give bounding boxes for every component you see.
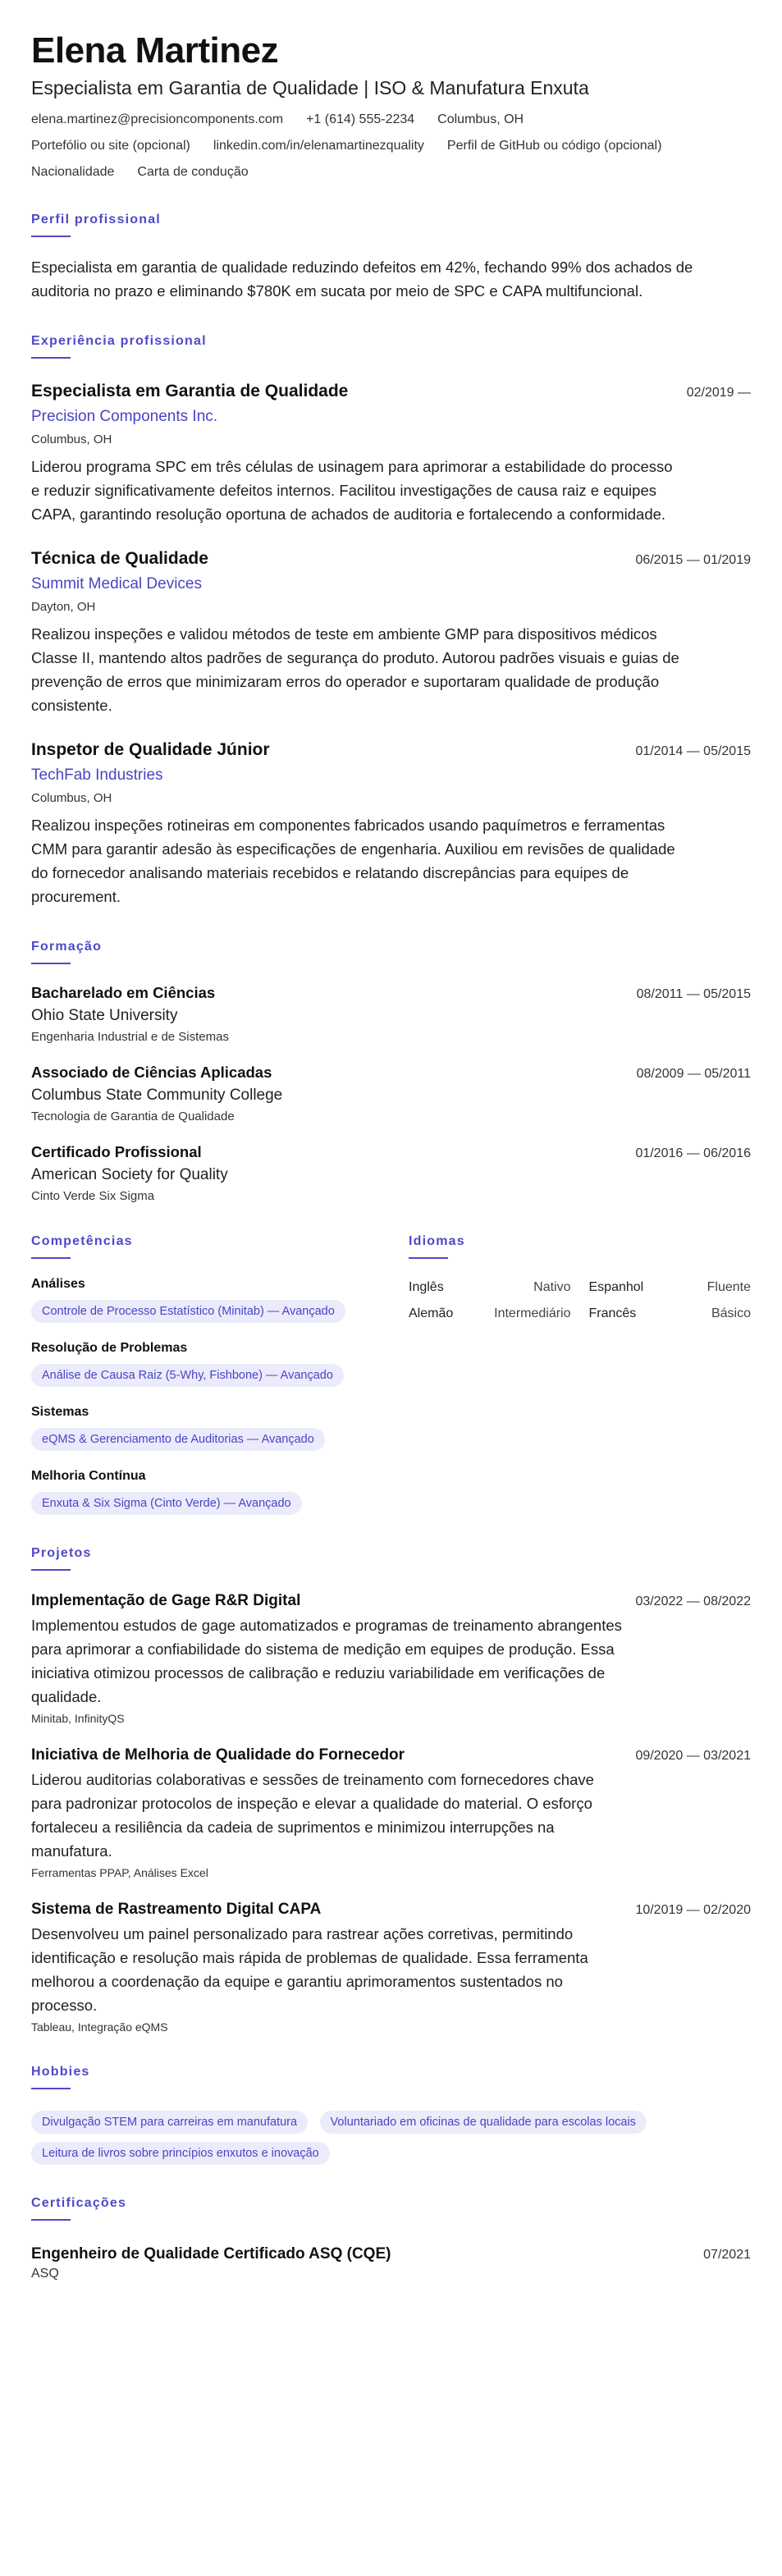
- job-title: Técnica de Qualidade: [31, 549, 208, 568]
- section-divider: [31, 357, 71, 359]
- language-item: [589, 1306, 752, 1321]
- job-location: Columbus, OH: [31, 432, 112, 446]
- language-name: Alemão: [409, 1306, 454, 1320]
- section-divider: [31, 236, 71, 237]
- project-description: Implementou estudos de gage automatizados e programas de treinamento abrangentes para aprimorar a confiabilidade do sistema de medição em equipes de produção. Essa iniciativa otimizou processos de calibração e reduziu variabilidade em verificações de qualidade.: [31, 1617, 622, 1705]
- section-title: Idiomas: [409, 1234, 465, 1248]
- candidate-name: Elena Martinez: [31, 30, 279, 71]
- project-dates: 09/2020 — 03/2021: [635, 1749, 751, 1763]
- section-title: Competências: [31, 1234, 133, 1248]
- language-level: Básico: [711, 1306, 751, 1320]
- skill-chip: Enxuta & Six Sigma (Cinto Verde) — Avançado: [31, 1492, 302, 1515]
- contact-email[interactable]: elena.martinez@precisioncomponents.com: [31, 112, 284, 126]
- job-dates: 06/2015 — 01/2019: [635, 553, 751, 567]
- section-divider: [31, 2219, 71, 2221]
- skill-group: [31, 1341, 409, 1387]
- contact-row-personal: [31, 163, 751, 181]
- education-section: [31, 940, 751, 1203]
- contact-linkedin[interactable]: linkedin.com/in/elenamartinezquality: [213, 139, 424, 153]
- section-divider: [31, 1257, 71, 1259]
- certification-issuer: ASQ: [31, 2267, 59, 2281]
- hobby-chip: Divulgação STEM para carreiras em manufatura: [31, 2111, 308, 2134]
- candidate-headline: Especialista em Garantia de Qualidade | ISO & Manufatura Enxuta: [31, 77, 589, 98]
- education-dates: 01/2016 — 06/2016: [635, 1146, 751, 1160]
- project-title: Sistema de Rastreamento Digital CAPA: [31, 1901, 322, 1918]
- job-dates: 01/2014 — 05/2015: [635, 744, 751, 758]
- skill-category: Resolução de Problemas: [31, 1341, 188, 1355]
- skill-chip: Análise de Causa Raiz (5-Why, Fishbone) — Avançado: [31, 1364, 344, 1387]
- job-entry: [31, 549, 751, 717]
- certification-entry: [31, 2245, 751, 2281]
- project-tools: Minitab, InfinityQS: [31, 1712, 125, 1725]
- section-title: Experiência profissional: [31, 334, 207, 348]
- education-dates: 08/2011 — 05/2015: [636, 987, 751, 1001]
- language-item: [409, 1306, 571, 1321]
- job-dates: 02/2019 —: [686, 386, 751, 400]
- contact-github[interactable]: Perfil de GitHub ou código (opcional): [446, 139, 662, 153]
- language-name: Inglês: [409, 1280, 444, 1294]
- job-company: Precision Components Inc.: [31, 408, 218, 425]
- skills-languages-row: [31, 1234, 751, 1515]
- job-company: TechFab Industries: [31, 766, 163, 784]
- contact-nationality: Nacionalidade: [31, 165, 115, 179]
- hobby-chip: Voluntariado em oficinas de qualidade para escolas locais: [320, 2111, 647, 2134]
- project-title: Implementação de Gage R&R Digital: [31, 1592, 301, 1609]
- skill-group: [31, 1469, 409, 1515]
- language-level: Fluente: [707, 1280, 751, 1294]
- hobbies-section: [31, 2065, 751, 2165]
- contact-license: Carta de condução: [137, 165, 249, 179]
- contact-location: Columbus, OH: [437, 112, 524, 126]
- profile-section: [31, 213, 751, 303]
- contact-portfolio[interactable]: Portefólio ou site (opcional): [31, 139, 190, 153]
- project-title: Iniciativa de Melhoria de Qualidade do Fornecedor: [31, 1746, 405, 1764]
- education-entry: [31, 984, 751, 1044]
- language-item: [409, 1280, 571, 1295]
- education-school: Ohio State University: [31, 1007, 178, 1024]
- experience-section: [31, 334, 751, 908]
- section-title: Certificações: [31, 2196, 127, 2210]
- project-description: Liderou auditorias colaborativas e sessões de treinamento com fornecedores chave para padronizar protocolos de inspeção e elevar a qualidade do material. O esforço fortaleceu a resiliência da cadeia de suprimentos e minimizou interrupções na manufatura.: [31, 1771, 594, 1860]
- education-school: American Society for Quality: [31, 1166, 228, 1183]
- language-item: [589, 1280, 752, 1295]
- certification-date: 07/2021: [703, 2248, 751, 2262]
- job-description: Realizou inspeções rotineiras em componentes fabricados usando paquímetros e ferramentas CMM para garantir adesão às especificações de engenharia. Auxiliou em revisões de qualidade do fornecedor analisando materiais recebidos e relatando discrepâncias para equipes de procurement.: [31, 817, 675, 905]
- certification-title: Engenheiro de Qualidade Certificado ASQ (CQE): [31, 2245, 391, 2263]
- language-name: Francês: [588, 1306, 637, 1320]
- job-company: Summit Medical Devices: [31, 575, 202, 593]
- education-field: Tecnologia de Garantia de Qualidade: [31, 1110, 235, 1123]
- education-field: Cinto Verde Six Sigma: [31, 1189, 155, 1203]
- contact-row-primary: [31, 111, 751, 129]
- section-divider: [31, 963, 71, 964]
- section-title: Formação: [31, 940, 103, 954]
- section-divider: [31, 2088, 71, 2089]
- job-location: Dayton, OH: [31, 600, 96, 614]
- section-divider: [409, 1257, 448, 1259]
- section-divider: [31, 1569, 71, 1571]
- contact-phone[interactable]: +1 (614) 555-2234: [306, 112, 415, 126]
- education-school: Columbus State Community College: [31, 1087, 283, 1104]
- languages-grid: [409, 1280, 751, 1321]
- section-title: Perfil profissional: [31, 213, 161, 226]
- project-description: Desenvolveu um painel personalizado para rastrear ações corretivas, permitindo identificação e resolução mais rápida de problemas de qualidade. Essa ferramenta melhorou a coordenação da equipe e garantiu aprimoramentos sustentados no processo.: [31, 1925, 588, 2014]
- job-description: Realizou inspeções e validou métodos de teste em ambiente GMP para dispositivos médicos Classe II, mantendo altos padrões de segurança do produto. Autorou padrões visuais e guias de prevenção de erros que minimizaram erros do operador e suportaram qualidade de produção consistente.: [31, 625, 679, 714]
- job-entry: [31, 382, 751, 526]
- job-title: Inspetor de Qualidade Júnior: [31, 740, 270, 759]
- resume-page: [0, 30, 782, 2281]
- job-title: Especialista em Garantia de Qualidade: [31, 382, 349, 400]
- project-entry: [31, 1592, 751, 1725]
- skill-category: Sistemas: [31, 1405, 89, 1419]
- skills-section: [31, 1234, 409, 1515]
- language-level: Nativo: [533, 1280, 571, 1294]
- project-entry: [31, 1901, 751, 2034]
- profile-summary: Especialista em garantia de qualidade reduzindo defeitos em 42%, fechando 99% dos achados de auditoria no prazo e eliminando $780K em sucata por meio de SPC e CAPA multifuncional.: [31, 259, 693, 300]
- section-title: Projetos: [31, 1546, 92, 1560]
- education-degree: Certificado Profissional: [31, 1143, 202, 1160]
- education-entry: [31, 1143, 751, 1203]
- project-dates: 10/2019 — 02/2020: [635, 1903, 751, 1917]
- job-description: Liderou programa SPC em três células de usinagem para aprimorar a estabilidade do processo e reduzir significativamente defeitos internos. Facilitou investigações de causa raiz e equipes CAPA, garantindo resolução oportuna de achados de auditoria e fortalecendo a conformidade.: [31, 458, 673, 523]
- job-location: Columbus, OH: [31, 791, 112, 805]
- languages-section: [409, 1234, 751, 1515]
- project-entry: [31, 1746, 751, 1879]
- skill-category: Análises: [31, 1277, 85, 1291]
- skill-category: Melhoria Contínua: [31, 1469, 146, 1483]
- language-name: Espanhol: [588, 1280, 644, 1294]
- language-level: Intermediário: [494, 1306, 571, 1320]
- education-dates: 08/2009 — 05/2011: [636, 1067, 751, 1081]
- contact-row-links: [31, 137, 751, 155]
- education-degree: Bacharelado em Ciências: [31, 984, 216, 1001]
- project-dates: 03/2022 — 08/2022: [635, 1595, 751, 1608]
- projects-section: [31, 1546, 751, 2034]
- job-entry: [31, 740, 751, 908]
- skill-group: [31, 1405, 409, 1451]
- hobby-chips: [31, 2102, 737, 2165]
- skill-chip: eQMS & Gerenciamento de Auditorias — Avançado: [31, 1428, 325, 1451]
- education-entry: [31, 1064, 751, 1123]
- section-title: Hobbies: [31, 2065, 90, 2079]
- skill-group: [31, 1277, 409, 1323]
- education-degree: Associado de Ciências Aplicadas: [31, 1064, 272, 1081]
- education-field: Engenharia Industrial e de Sistemas: [31, 1030, 229, 1044]
- hobby-chip: Leitura de livros sobre princípios enxutos e inovação: [31, 2142, 330, 2165]
- skill-chip: Controle de Processo Estatístico (Minitab) — Avançado: [31, 1300, 345, 1323]
- project-tools: Tableau, Integração eQMS: [31, 2020, 168, 2034]
- project-tools: Ferramentas PPAP, Análises Excel: [31, 1866, 208, 1879]
- certifications-section: [31, 2196, 751, 2281]
